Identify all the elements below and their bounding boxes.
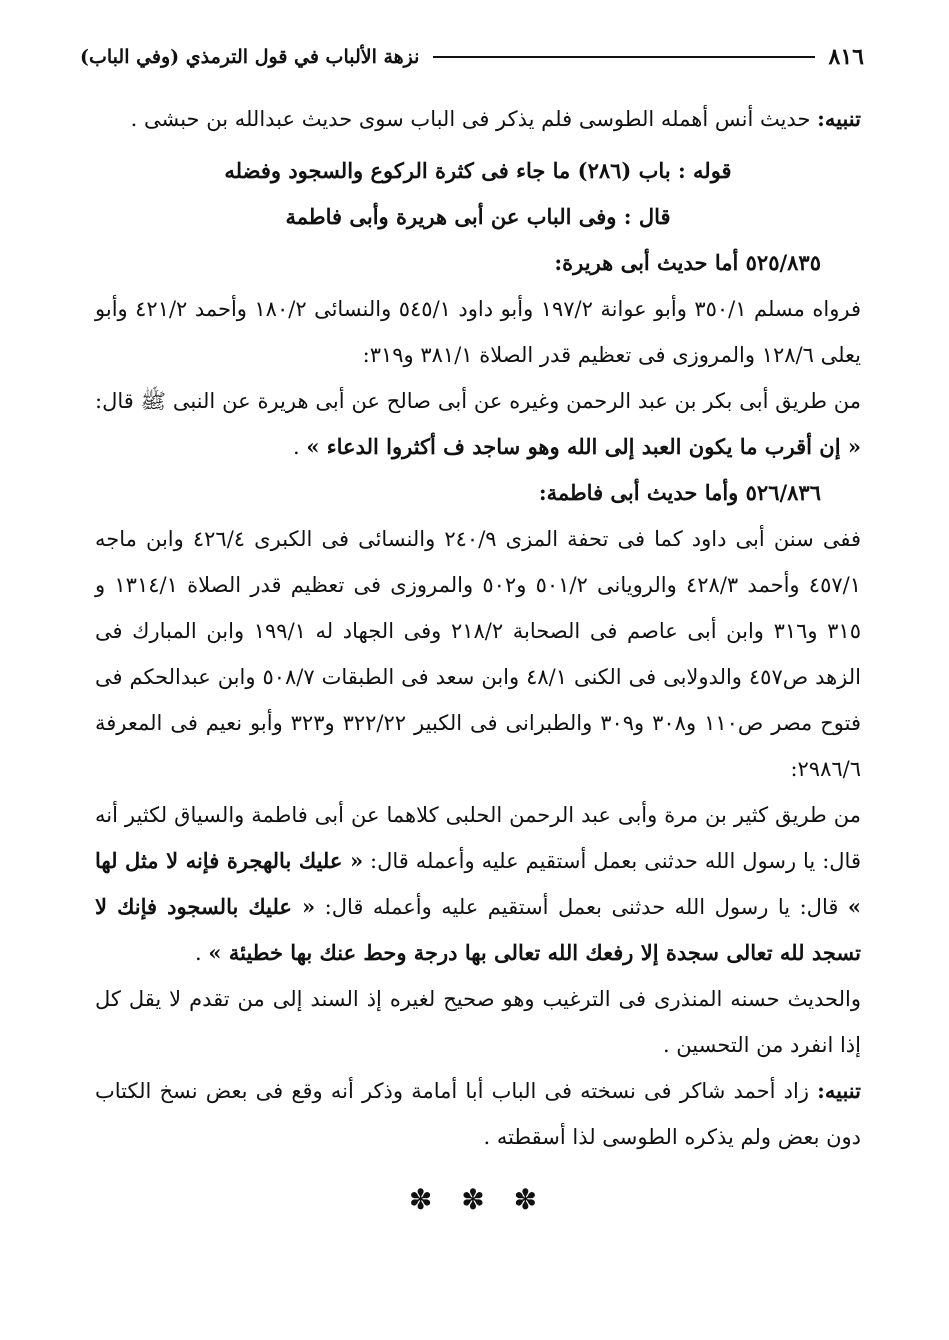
hadith-quote: « عليك بالهجرة فإنه لا مثل لها » [95,848,861,919]
hadith-grading: والحديث حسنه المنذرى فى الترغيب وهو صحيح لغيره إذ السند إلى من تقدم لا يقل كل إذا انفرد من التحسين . [95,987,861,1057]
page-body [95,96,861,1220]
hadith-mid: قال: يا رسول الله حدثنى بعمل أستقيم عليه وأعمله قال: [315,895,848,919]
hadith-chain-paragraph [95,792,861,976]
note-label: تنبيه: [817,106,861,131]
chapter-title: قوله : باب (٢٨٦) ما جاء فى كثرة الركوع والسجود وفضله [224,158,732,183]
header-rule [433,56,814,58]
page-number: ٨١٦ [828,44,864,70]
hadith-chain-paragraph [95,378,861,470]
hadith-heading: ٥٢٦/٨٣٦ وأما حديث أبى فاطمة: [538,480,821,505]
hadith-sources: فرواه مسلم ٣٥٠/١ وأبو عوانة ١٩٧/٢ وأبو داود ٥٤٥/١ والنسائى ١٨٠/٢ وأحمد ٤٢١/٢ وأبو يعلى ١٢٨/٦ والمروزى فى تعظيم قدر الصلاة ٣٨١/١ و٣١٩: [95,297,861,367]
hadith-heading: ٥٢٥/٨٣٥ أما حديث أبى هريرة: [554,250,821,275]
hadith-sources: ففى سنن أبى داود كما فى تحفة المزى ٢٤٠/٩ والنسائى فى الكبرى ٤٢٦/٤ وابن ماجه ٤٥٧/١ وأحمد ٤٢٨/٣ والرويانى ٥٠١/٢ و٥٠٢ والمروزى فى تعظيم قدر الصلاة ١٣١٤/١ و ٣١٥ و٣١٦ وابن أبى عاصم فى الصحابة ٢١٨/٢ وفى الجهاد له ١٩٩/١ وابن المبارك فى الزهد ص٤٥٧ والدولابى فى الكنى ٤٨/١ وابن سعد فى الطبقات ٥٠٨/٧ وابن عبدالحكم فى فتوح مصر ص١١٠ و٣٠٨ و٣٠٩ والطبرانى فى الكبير ٣٢٢/٢٢ و٣٢٣ وأبو نعيم فى المعرفة ٢٩٨٦/٦: [95,527,862,781]
note-paragraph [95,1068,861,1160]
hadith-end: . [195,941,209,965]
hadith-chain: من طريق كثير بن مرة وأبى عبد الرحمن الحلبى كلاهما عن أبى فاطمة والسياق لكثير أنه قال: يا رسول الله حدثنى بعمل أستقيم عليه وأعمله قال: [95,803,861,873]
note-text: زاد أحمد شاكر فى نسخته فى الباب أبا أمامة وذكر أنه وقع فى بعض نسخ الكتاب دون بعض ولم يذكره الطوسى لذا أسقطته . [95,1079,861,1149]
hadith-quote: « عليك بالسجود فإنك لا تسجد لله تعالى سجدة إلا رفعك الله تعالى بها درجة وحط عنك بها خطيئة » [95,894,861,965]
page-header [80,40,864,74]
note-label: تنبيه: [817,1078,861,1103]
note-text: حديث أنس أهمله الطوسى فلم يذكر فى الباب سوى حديث عبدالله بن حبشى . [130,107,818,131]
chapter-subtitle: قال : وفى الباب عن أبى هريرة وأبى فاطمة [285,204,671,229]
hadith-quote: « إن أقرب ما يكون العبد إلى الله وهو ساجد ف أكثروا الدعاء » [306,434,861,459]
book-title: نزهة الألباب في قول الترمذي (وفي الباب) [80,46,420,68]
hadith-end: . [292,435,307,459]
hadith-chain: من طريق أبى بكر بن عبد الرحمن وغيره عن أبى صالح عن أبى هريرة عن النبى ﷺ قال: [95,389,861,413]
note-paragraph [95,96,861,142]
section-end-ornament: ✽ ✽ ✽ [408,1183,548,1216]
